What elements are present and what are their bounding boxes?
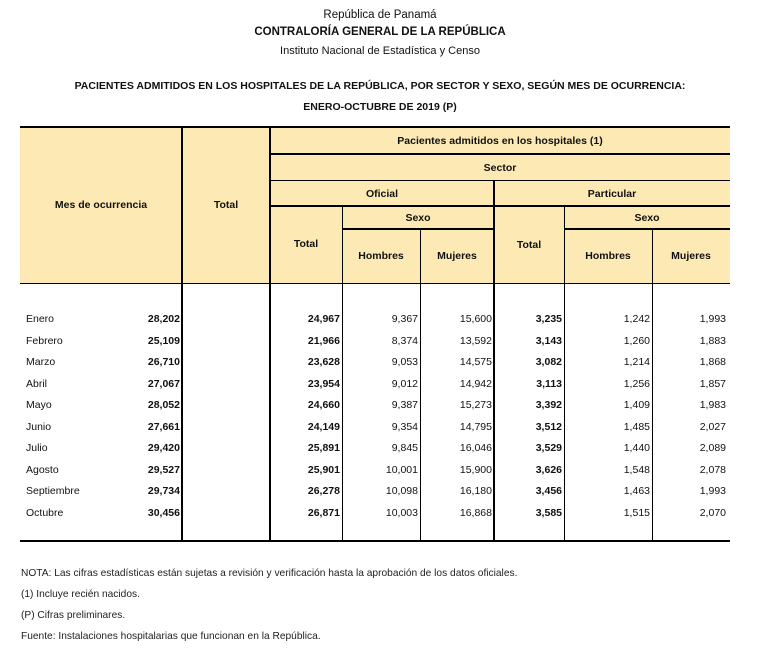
table-row — [20, 439, 730, 461]
note-text: NOTA: Las cifras estadísticas están sujetas a revisión y verificación hasta la aprobación de los datos oficiales. — [21, 568, 518, 579]
table-row — [20, 504, 730, 526]
col-header-oficial-mujeres: Mujeres — [437, 250, 477, 262]
cell-of-total: 25,891 — [307, 442, 340, 454]
cell-mes: Septiembre — [26, 485, 80, 497]
divider — [564, 228, 730, 230]
cell-of-h: 9,387 — [391, 399, 418, 411]
table-row — [20, 353, 730, 375]
cell-pa-total: 3,626 — [535, 463, 562, 476]
cell-pa-m: 2,078 — [699, 463, 726, 476]
cell-of-total: 24,660 — [307, 399, 340, 411]
cell-of-m: 15,273 — [459, 399, 492, 411]
cell-total: 29,527 — [147, 463, 180, 476]
cell-pa-h: 1,242 — [623, 313, 650, 325]
cell-pa-total: 3,529 — [535, 442, 562, 454]
cell-of-total: 26,278 — [307, 485, 340, 497]
cell-total: 28,202 — [147, 313, 180, 325]
cell-pa-m: 2,070 — [699, 506, 726, 519]
cell-of-m: 16,180 — [459, 485, 492, 497]
cell-of-total: 25,901 — [307, 463, 340, 476]
cell-total: 27,067 — [147, 377, 180, 390]
cell-of-total: 24,149 — [307, 420, 340, 433]
col-header-sector: Sector — [483, 161, 517, 174]
cell-pa-m: 2,027 — [699, 420, 726, 433]
institute-name: Instituto Nacional de Estadística y Censo — [280, 45, 480, 57]
header-bottom-border — [20, 283, 730, 284]
col-header-oficial-total: Total — [293, 237, 319, 250]
cell-of-total: 21,966 — [307, 334, 340, 347]
cell-of-h: 10,003 — [385, 506, 418, 519]
divider — [270, 205, 730, 207]
col-header-group: Pacientes admitidos en los hospitales (1) — [397, 134, 603, 147]
table-subtitle: ENERO-OCTUBRE DE 2019 (P) — [303, 101, 457, 113]
cell-mes: Mayo — [26, 399, 52, 411]
cell-mes: Febrero — [26, 334, 63, 347]
cell-pa-total: 3,456 — [535, 485, 562, 497]
cell-total: 27,661 — [147, 420, 180, 433]
table-row — [20, 396, 730, 418]
cell-pa-h: 1,463 — [623, 485, 650, 497]
country-name: República de Panamá — [323, 9, 437, 21]
footnote-p: (P) Cifras preliminares. — [21, 610, 126, 621]
cell-of-h: 10,098 — [385, 485, 418, 497]
cell-of-m: 15,900 — [459, 463, 492, 476]
cell-of-m: 16,046 — [459, 442, 492, 454]
cell-pa-total: 3,113 — [536, 377, 562, 390]
cell-mes: Enero — [26, 313, 55, 325]
cell-pa-h: 1,515 — [623, 506, 650, 519]
cell-pa-h: 1,485 — [623, 420, 650, 433]
table-row — [20, 418, 730, 440]
cell-of-h: 10,001 — [385, 463, 418, 476]
source-text: Fuente: Instalaciones hospitalarias que funcionan en la República. — [21, 631, 321, 642]
table-title: PACIENTES ADMITIDOS EN LOS HOSPITALES DE LA REPÚBLICA, POR SECTOR Y SEXO, SEGÚN MES DE OCURRENCIA: — [74, 80, 686, 92]
cell-pa-m: 2,089 — [699, 442, 726, 454]
cell-pa-h: 1,260 — [623, 334, 650, 347]
table-row — [20, 482, 730, 504]
col-header-particular-sexo: Sexo — [634, 211, 660, 224]
cell-of-m: 16,868 — [459, 506, 492, 519]
cell-of-total: 23,954 — [307, 377, 340, 390]
cell-pa-total: 3,585 — [535, 506, 562, 519]
footnote-1: (1) Incluye recién nacidos. — [21, 589, 140, 600]
cell-mes: Agosto — [26, 463, 59, 476]
col-header-month: Mes de ocurrencia — [54, 199, 148, 211]
cell-mes: Junio — [26, 420, 52, 433]
cell-of-total: 23,628 — [307, 356, 340, 368]
col-header-oficial-hombres: Hombres — [358, 250, 404, 262]
cell-pa-total: 3,143 — [535, 334, 562, 347]
cell-of-h: 9,367 — [391, 313, 418, 325]
cell-total: 28,052 — [147, 399, 180, 411]
cell-of-m: 13,592 — [459, 334, 492, 347]
col-header-particular: Particular — [587, 187, 637, 200]
cell-mes: Julio — [26, 442, 48, 454]
col-header-total: Total — [213, 199, 239, 211]
cell-pa-h: 1,548 — [623, 463, 650, 476]
cell-pa-h: 1,440 — [623, 442, 650, 454]
cell-of-total: 24,967 — [307, 313, 340, 325]
cell-pa-m: 1,993 — [699, 313, 726, 325]
table-row — [20, 310, 730, 332]
cell-total: 29,420 — [147, 442, 180, 454]
cell-of-h: 9,354 — [391, 420, 418, 433]
col-header-particular-mujeres: Mujeres — [671, 250, 711, 262]
cell-pa-m: 1,993 — [699, 485, 726, 497]
cell-mes: Octubre — [26, 506, 64, 519]
cell-total: 25,109 — [147, 334, 180, 347]
cell-pa-h: 1,409 — [623, 399, 650, 411]
cell-of-m: 14,942 — [459, 377, 492, 390]
cell-of-h: 9,012 — [391, 377, 418, 390]
col-header-oficial-sexo: Sexo — [405, 211, 431, 224]
cell-pa-h: 1,256 — [623, 377, 650, 390]
cell-of-total: 26,871 — [307, 506, 340, 519]
table-row — [20, 332, 730, 354]
cell-pa-m: 1,868 — [699, 356, 726, 368]
cell-pa-total: 3,235 — [535, 313, 562, 325]
cell-mes: Marzo — [26, 356, 56, 368]
table-row — [20, 375, 730, 397]
divider — [342, 228, 494, 230]
institution-name: CONTRALORÍA GENERAL DE LA REPÚBLICA — [254, 26, 506, 38]
divider — [270, 180, 730, 181]
cell-pa-total: 3,082 — [535, 356, 562, 368]
cell-total: 29,734 — [147, 485, 180, 497]
cell-pa-m: 1,983 — [699, 399, 726, 411]
cell-total: 30,456 — [147, 506, 180, 519]
cell-pa-m: 1,883 — [699, 334, 726, 347]
cell-of-h: 8,374 — [391, 334, 418, 347]
table-row — [20, 461, 730, 483]
cell-of-m: 14,575 — [459, 356, 492, 368]
cell-pa-h: 1,214 — [623, 356, 650, 368]
cell-of-h: 9,053 — [391, 356, 418, 368]
cell-of-m: 14,795 — [459, 420, 492, 433]
cell-total: 26,710 — [147, 356, 180, 368]
col-header-particular-total: Total — [516, 238, 542, 251]
table-bottom-border — [20, 540, 730, 542]
cell-of-h: 9,845 — [391, 442, 418, 454]
cell-mes: Abril — [26, 377, 48, 390]
col-header-oficial: Oficial — [365, 187, 399, 200]
cell-of-m: 15,600 — [459, 313, 492, 325]
cell-pa-m: 1,857 — [699, 377, 726, 390]
cell-pa-total: 3,512 — [535, 420, 562, 433]
table-top-border — [20, 126, 730, 128]
divider — [270, 153, 730, 155]
cell-pa-total: 3,392 — [535, 399, 562, 411]
col-header-particular-hombres: Hombres — [585, 250, 631, 262]
